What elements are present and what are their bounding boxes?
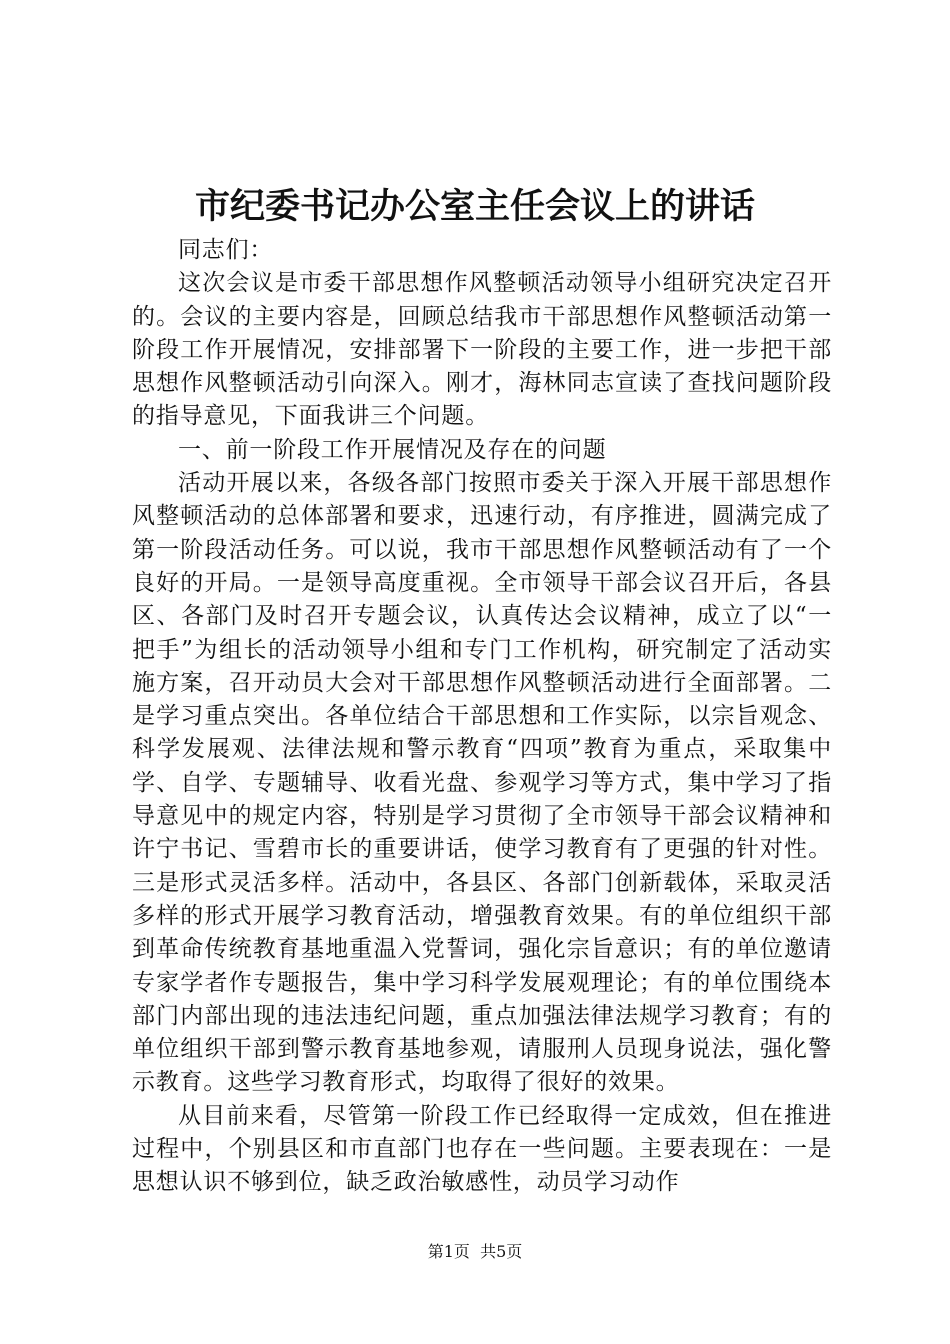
section-heading: 一、前一阶段工作开展情况及存在的问题 xyxy=(178,436,607,463)
salutation-paragraph: 同志们： xyxy=(178,237,274,263)
page-footer xyxy=(0,1240,950,1264)
document-body xyxy=(132,234,832,1200)
body-paragraph: 从目前来看，尽管第一阶段工作已经取得一定成效，但在推进过程中，个别县区和市直部门也存在一些问题。主要表现在：一是思想认识不够到位，缺乏政治敏感性，动员学习动作 xyxy=(132,1102,832,1196)
page-number: 第1页 xyxy=(427,1242,470,1261)
body-paragraph: 活动开展以来，各级各部门按照市委关于深入开展干部思想作风整顿活动的总体部署和要求，迅速行动，有序推进，圆满完成了第一阶段活动任务。可以说，我市干部思想作风整顿活动有了一个良好的开局。一是领导高度重视。全市领导干部会议召开后，各县区、各部门及时召开专题会议，认真传达会议精神，成立了以“一把手”为组长的活动领导小组和专门工作机构，研究制定了活动实施方案，召开动员大会对干部思想作风整顿活动进行全面部署。二是学习重点突出。各单位结合干部思想和工作实际，以宗旨观念、科学发展观、法律法规和警示教育“四项”教育为重点，采取集中学、自学、专题辅导、收看光盘、参观学习等方式，集中学习了指导意见中的规定内容，特别是学习贯彻了全市领导干部会议精神和许宁书记、雪碧市长的重要讲话，使学习教育有了更强的针对性。三是形式灵活多样。活动中，各县区、各部门创新载体，采取灵活多样的形式开展学习教育活动，增强教育效果。有的单位组织干部到革命传统教育基地重温入党誓词，强化宗旨意识；有的单位邀请专家学者作专题报告，集中学习科学发展观理论；有的单位围绕本部门内部出现的违法违纪问题，重点加强法律法规学习教育；有的单位组织干部到警示教育基地参观，请服刑人员现身说法，强化警示教育。这些学习教育形式，均取得了很好的效果。 xyxy=(132,470,832,1096)
document-title: 市纪委书记办公室主任会议上的讲话 xyxy=(194,186,755,227)
page-total: 共5页 xyxy=(480,1242,523,1261)
intro-paragraph: 这次会议是市委干部思想作风整顿活动领导小组研究决定召开的。会议的主要内容是，回顾总结我市干部思想作风整顿活动第一阶段工作开展情况，安排部署下一阶段的主要工作，进一步把干部思想作风整顿活动引向深入。刚才，海林同志宣读了查找问题阶段的指导意见，下面我讲三个问题。 xyxy=(132,270,832,430)
